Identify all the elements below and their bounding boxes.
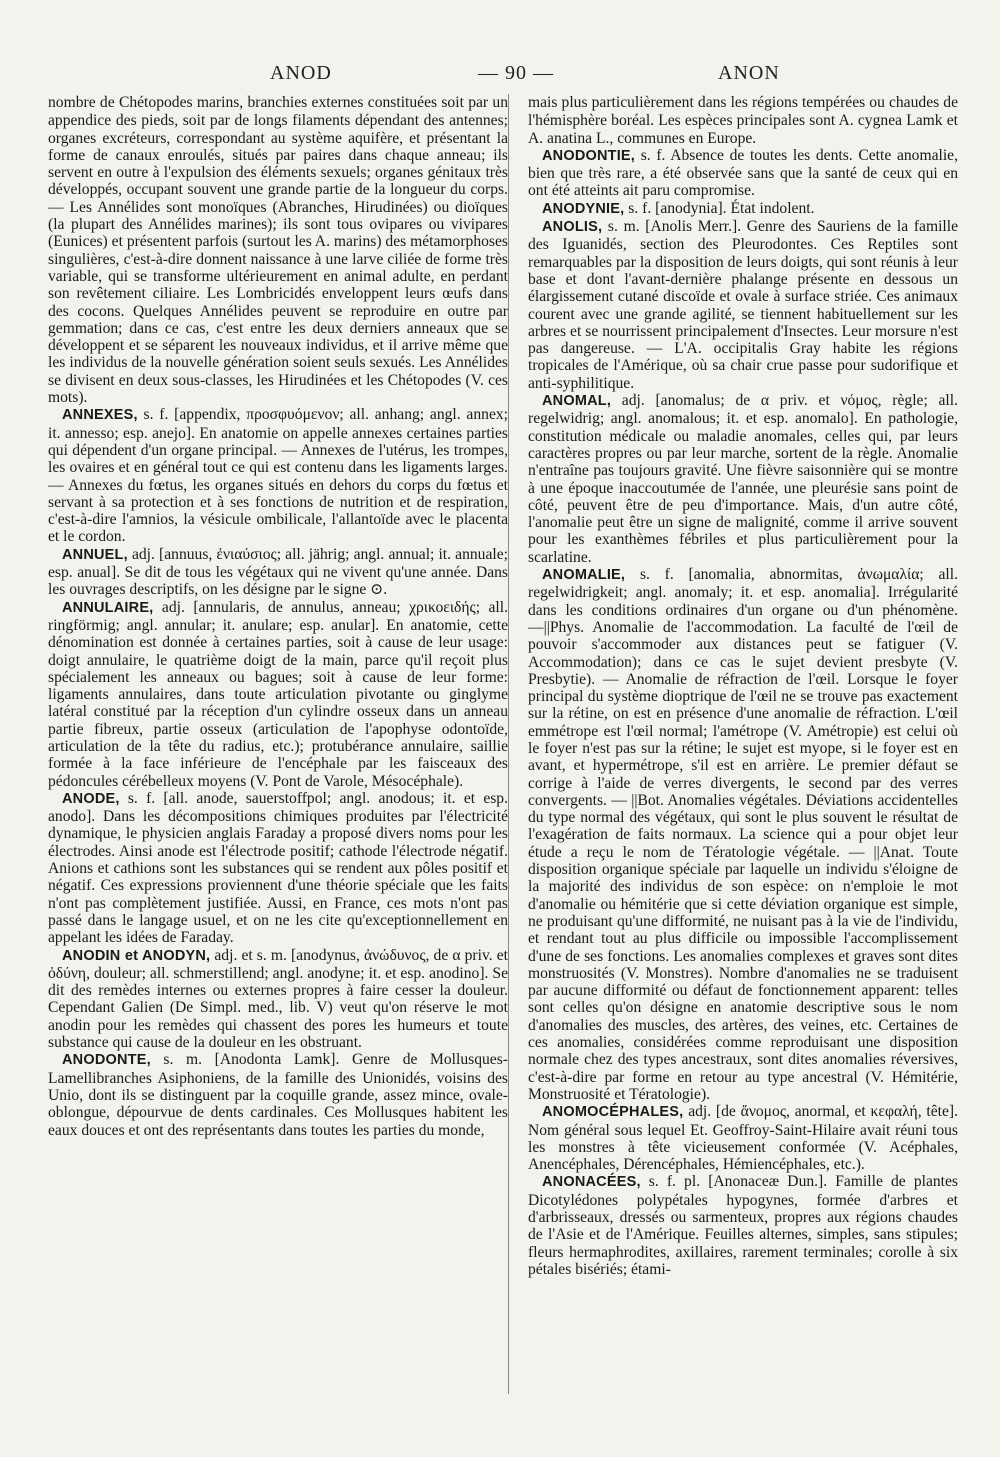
headword: ANOMOCÉPHALES, [542,1104,684,1121]
headword: ANODONTE, [62,1052,151,1069]
headword: ANNEXES, [62,407,138,424]
headword: ANODYNIE, [542,200,625,217]
headword: ANOMAL, [542,393,612,410]
page-number: — 90 — [478,62,554,84]
headword: ANONACÉES, [542,1174,641,1191]
entry-annulaire [48,599,508,790]
entry-anodin [48,947,508,1052]
column-divider [508,94,509,1394]
entry-anomalie [528,566,958,1103]
entry-anodonte [48,1051,508,1138]
entry-anodontie [528,147,958,200]
headword: ANNULAIRE, [62,599,154,616]
entry-text: s. f. pl. [Anonaceæ Dun.]. Famille de plantes Dicotylédones polypétales hypogynes, formée d'arbres et d'arbrisseaux, dressés ou sarmenteux, propres aux régions chaudes de l'Asie et de l'Amérique. Feuilles alternes, simples, sans stipules; fleurs hermaphrodites, axillaires, rarement terminales; corolle à six pétales bisériés; étami- [528,1173,958,1278]
entry-text: s. f. Absence de toutes les dents. Cette anomalie, bien que très rare, a été observée sans que la santé de ceux qui en ont été atteints ait paru compromise. [528,146,958,200]
headword: ANOLIS, [542,219,603,236]
entry-anolis [528,218,958,392]
entry-text: adj. [annularis, de annulus, anneau; χρικοειδής; all. ringförmig; angl. annular; it. anulare; esp. anular]. En anatomie, cette dénomination est donnée à certaines parties, soit à cause de leur usage: doigt annulaire, le quatrième doigt de la main, parce qu'il reçoit plus spécialement les anneaux ou bagues; soit à cause de leur forme: ligaments annulaires, dans toute articulation pivotante ou ginglyme latéral constitué par la réception d'un cylindre osseux dans un anneau partie fibreux, partie osseux (articulation de l'apophyse odontoïde, articulation de la tête du radius, etc.); protubérance annulaire, saillie formée à la face inférieure de l'encéphale par les faisceaux des pédoncules cérébelleux moyens (V. Pont de Varole, Mésocéphale). [48,598,508,790]
entry-anodynie [528,200,958,218]
entry-anonacees [528,1173,958,1278]
entry-text: s. f. [anodynia]. État indolent. [628,199,815,217]
headword: ANODONTIE, [542,147,636,164]
entry-text: adj. [anomalus; de α priv. et νόμος, règle; all. regelwidrig; angl. anomalous; it. et esp. anomalo]. En pathologie, constitution médicale ou maladie anomales, celles qui, par leurs caractères propres ou par leur marche, sortent de la règle. Anomalie n'entraîne pas toujours gravité. Une fièvre saisonnière qui se montre à une époque inaccoutumée de l'année, une pleurésie sans point de côté, peuvent être de peu d'importance. Mais, d'un autre côté, l'anomalie peut être un signe de malignité, comme il arrive souvent pour les exanthèmes fébriles et plus particulièrement pour la scarlatine. [528,392,958,566]
entry-anomal [528,392,958,566]
headword: ANOMALIE, [542,567,626,584]
right-column [528,94,958,1278]
entry-text: s. f. [all. anode, sauerstoffpol; angl. anodous; it. et esp. anodo]. Dans les décompositions chimiques produites par l'électricité dynamique, le physicien anglais Faraday a proposé divers noms pour les électrodes. Ainsi anode est l'électrode positif; cathode l'électrode négatif. Anions et cathions sont les substances qui se rendent aux pôles positif et négatif. Ces expressions proviennent d'une théorie spéciale que les faits n'ont pas complètement justifiée. Aussi, en France, ces mots n'ont pas passé dans le langage usuel, et on ne les cite qu'exceptionnellement en appelant les idées de Faraday. [48,789,509,947]
entry-text: adj. [annuus, ἐνιαύσιος; all. jährig; angl. annual; it. annuale; esp. anual]. Se dit de tous les végétaux qui ne vivent qu'une année. Dans les ouvrages descriptifs, on les désigne par le signe ⊙. [48,545,508,599]
entry-text: mais plus particulièrement dans les régions tempérées ou chaudes de l'hémisphère boréal. Les espèces principales sont A. cygnea Lamk et A. anatina L., communes en Europe. [528,94,958,147]
headword: ANODE, [62,790,120,807]
entry-text: nombre de Chétopodes marins, branchies externes constituées soit par un appendice des pieds, soit par de longs filaments dépendant des antennes; organes excréteurs, correspondant au système aquifère, et présentant la forme de canaux enroulés, situés par paires dans chaque anneau; ils servent en outre à l'expulsion des éléments sexuels; organes génitaux très développés, occupant souvent une grande partie de la longueur du corps. — Les Annélides sont monoïques (Abranches, Hirudinées) ou dioïques (la plupart des Annélides marines); ils sont tous ovipares ou vivipares (Eunices) et présentent parfois (surtout les A. marins) des métamorphoses singulières, c'est-à-dire donnent naissance à une larve ciliée de forme très variable, qui se transforme ultérieurement en animal adulte, en perdant son revêtement ciliaire. Les Lombricidés enveloppent leurs œufs dans des cocons. Quelques Annélides peuvent se reproduire en outre par gemmation; dans ce cas, c'est entre les deux derniers anneaux que se développent et se séparent les nouveaux individus, et il arrive même que les individus de la nouvelle génération soient seuls sexués. Les Annélides se divisent en deux sous-classes, les Hirudinées et les Chétopodes (V. ces mots). [48,94,508,407]
entry-text: s. m. [Anodonta Lamk]. Genre de Mollusques-Lamellibranches Asiphoniens, de la famille des Unionidés, voisins des Unio, dont ils se distinguent par la coquille grande, assez mince, ovale-oblongue, dépourvue de dents cardinales. Ces Mollusques habitent les eaux douces et ont des représentants dans toutes les parties du monde, [48,1051,508,1139]
entry-continuation [48,94,508,406]
entry-text: s. f. [appendix, προσφυόμενον; all. anhang; angl. annex; it. annesso; esp. anejo]. En anatomie on appelle annexes certaines parties qui dépendent d'un organe principal. — Annexes de l'utérus, les trompes, les ovaires et en général tout ce qui est contenu dans les ligaments larges. — Annexes du fœtus, les organes situés en dehors du corps du fœtus et servant à sa protection et à ses fonctions de nutrition et de respiration, c'est-à-dire l'amnios, la vésicule ombilicale, l'allantoïde avec le placenta et le cordon. [48,406,508,546]
entry-text: adj. et s. m. [anodynus, ἀνώδυνος, de α priv. et ὀδύνη, douleur; all. schmerstillend; angl. anodyne; it. et esp. anodino]. Se dit des remèdes internes ou externes propres à faire cesser la douleur. Cependant Galien (De Simpl. med., lib. V) veut qu'on réserve le mot anodin pour les remèdes qui chassent des pores les humeurs et toute substance qui cause de la douleur en les obstruant. [48,946,508,1052]
entry-text: adj. [de ἄνομος, anormal, et κεφαλή, tête]. Nom général sous lequel Et. Geoffroy-Saint-Hilaire avait réuni tous les monstres à tête vicieusement conformée (V. Acéphales, Anencéphales, Dérencéphales, Hémiencéphales, etc.). [528,1103,958,1174]
entry-annuel [48,546,508,599]
running-head-right: ANON [718,62,780,84]
entry-anode [48,790,508,947]
headword: ANNUEL, [62,546,128,563]
headword: ANODIN et ANODYN, [62,947,211,964]
running-head-left: ANOD [270,62,332,84]
entry-continuation [528,94,958,147]
entry-text: s. f. [anomalia, abnormitas, ἀνωμαλία; all. regelwidrigkeit; angl. anomaly; it. et esp. anomalia]. Irrégularité dans les conditions ordinaires d'un organe ou d'un phénomène.—||Phys. Anomalie de l'accommodation. La faculté de l'œil de pouvoir s'accommoder aux distances peut se fatiguer (V. Accommodation); dans ce cas le sujet devient presbyte (V. Presbytie). — Anomalie de réfraction de l'œil. Lorsque le foyer principal du système dioptrique de l'œil ne se trouve pas exactement sur la rétine, on est en présence d'une anomalie de réfraction. L'œil emmétrope est l'œil normal; l'amétrope (V. Amétropie) est celui où le foyer n'est pas sur la rétine; le sujet est myope, si le foyer est en avant, et hypermétrope, s'il est en arrière. Le premier défaut se corrige à l'aide de verres divergents, le second par des verres convergents. — ||Bot. Anomalies végétales. Déviations accidentelles du type normal des végétaux, qui sont le plus souvent le résultat de l'exagération de faits normaux. La science qui a pour objet leur étude a reçu le nom de Tératologie végétale. — ||Anat. Toute disposition organique spéciale par laquelle un individu s'éloigne de la majorité des individus de son espèce: on n'emploie le mot d'anomalie ou hémitérie que si cette déviation organique est simple, ne produisant qu'une difformité, ne nuisant pas à la vie de l'individu, et rendant tout au plus difficile ou impossible l'accomplissement d'une de ses fonctions. Les anomalies complexes et graves sont dites monstruosités (V. Monstres). Nombre d'anomalies ne se traduisent par aucune difformité ou défaut de fonctionnement apparent: telles sont celles qu'on désigne en anatomie descriptive sous le nom d'anomalies des muscles, des artères, des veines, etc. Certaines de ces anomalies, considérées comme reproduisant une disposition normale chez des types ancestraux, sont dites anomalies réversives, c'est-à-dire par forme en retour au type ancestral (V. Hémitérie, Monstruosité et Tératologie). [528,566,958,1103]
left-column [48,94,508,1139]
entry-annexes [48,406,508,545]
entry-anomocephales [528,1103,958,1173]
entry-text: s. m. [Anolis Merr.]. Genre des Sauriens de la famille des Iguanidés, section des Pleurodontes. Ces Reptiles sont remarquables par la disposition de leurs doigts, qui sont réunis à leur base et dont l'avant-dernière phalange présente en dessous un élargissement cutané discoïde et ovale à surface striée. Ces animaux courent avec une grande agilité, se tiennent habituellement sur les arbres et se nourrissent principalement d'Insectes. Leur morsure n'est pas dangereuse. — L'A. occipitalis Gray habite les régions tropicales de l'Amérique, où sa chair crue passe pour sudorifique et anti-syphilitique. [528,218,958,392]
